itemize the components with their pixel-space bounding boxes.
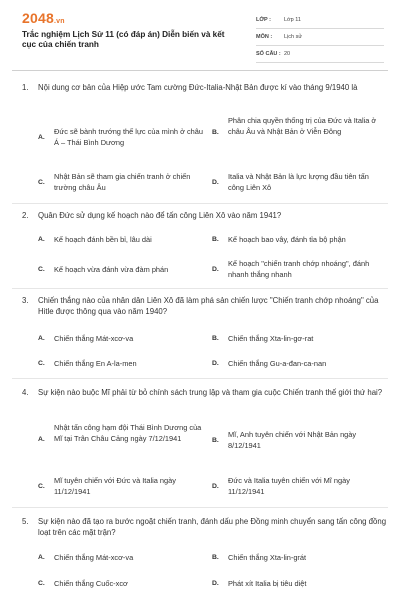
answer-option-a[interactable] [38,234,208,245]
logo-text: 2048 [22,10,54,26]
answer-option-d[interactable] [212,258,388,280]
option-text: Phân chia quyền thống trị của Đức và Italia ở châu Âu và Nhật Bản ở Viễn Đông [228,116,377,136]
option-letter: D. [212,360,219,367]
option-letter: A. [38,335,45,342]
answer-option-a[interactable] [38,126,208,148]
page-title: Trắc nghiệm Lịch Sử 11 (có đáp án) Diễn biến và kết cục của chiến tranh [22,30,225,49]
option-text: Kế hoạch vừa đánh vừa đàm phán [54,265,169,274]
question-text: Quân Đức sử dụng kế hoạch nào để tấn công Liên Xô vào năm 1941? [38,211,282,220]
question-divider [12,203,388,204]
option-text: Mĩ, Anh tuyên chiến với Nhật Bản ngày 8/12/1941 [228,430,357,450]
question-text: Chiến thắng nào của nhân dân Liên Xô đã làm phá sản chiến lược "Chiến tranh chớp nhoáng" của Hitle được thông qua vào năm 1940? [38,296,379,316]
option-letter: A. [38,236,45,243]
option-text: Kế hoạch đánh bền bỉ, lâu dài [54,235,152,244]
question-divider [12,507,388,508]
question-number: 3. [22,296,29,305]
answer-option-c[interactable] [38,358,208,369]
meta-value: Lớp 11 [284,17,301,23]
quiz-meta [256,14,384,65]
answer-option-c[interactable] [38,578,208,589]
meta-count [256,48,384,63]
answer-option-a[interactable] [38,422,208,455]
option-letter: C. [38,580,45,587]
answer-option-d[interactable] [212,358,388,369]
answer-option-a[interactable] [38,333,208,344]
option-letter: C. [38,179,45,186]
answer-option-b[interactable] [212,429,388,451]
question-number: 4. [22,388,29,397]
meta-subject [256,31,384,46]
option-letter: A. [38,436,45,443]
option-letter: B. [212,129,219,136]
option-text: Kế hoạch bao vây, đánh tỉa bộ phận [228,235,346,244]
page-header [0,0,400,62]
option-letter: B. [212,437,219,444]
option-text: Mĩ tuyên chiến với Đức và Italia ngày 11/12/1941 [54,476,176,496]
meta-value: Lịch sử [284,34,303,40]
option-letter: C. [38,266,45,273]
question-text: Nội dung cơ bản của Hiệp ước Tam cường Đức-Italia-Nhật Bản được kí vào tháng 9/1940 là [38,83,358,92]
option-text: Chiến thắng En A-la-men [54,359,137,368]
meta-label: MÔN : [256,34,273,40]
answer-option-c[interactable] [38,475,208,497]
option-letter: B. [212,335,219,342]
answer-option-d[interactable] [212,475,388,497]
option-letter: B. [212,554,219,561]
option-text: Italia và Nhật Bản là lực lượng đầu tiên tấn công Liên Xô [228,172,369,192]
option-letter: D. [212,580,219,587]
option-letter: A. [38,554,45,561]
meta-label: SỐ CÂU : [256,51,281,57]
answer-option-b[interactable] [212,552,388,563]
answer-option-d[interactable] [212,578,388,589]
option-text: Đức và Italia tuyên chiến với Mĩ ngày 11/12/1941 [228,476,350,496]
option-letter: C. [38,483,45,490]
answer-option-d[interactable] [212,171,388,193]
option-text: Chiến thắng Mát-xcơ-va [54,553,134,562]
question-number: 2. [22,211,29,220]
option-text: Chiến thắng Gu-a-đan-ca-nan [228,359,327,368]
answer-option-b[interactable] [212,234,388,245]
question-number: 5. [22,517,29,526]
option-letter: D. [212,266,219,273]
answer-option-a[interactable] [38,552,208,563]
option-text: Chiến thắng Cuốc-xcơ [54,579,128,588]
question-number: 1. [22,83,29,92]
question-text: Sự kiện nào đã tạo ra bước ngoặt chiến tranh, đánh dấu phe Đồng minh chuyển sang tấn công đồng loạt trên các mặt trận? [38,517,387,537]
question-text: Sự kiện nào buộc Mĩ phải từ bỏ chính sách trung lập và tham gia cuộc Chiến tranh thế giới thứ hai? [38,388,383,397]
option-text: Phát xít Italia bị tiêu diệt [228,579,307,588]
option-letter: D. [212,483,219,490]
option-text: Đức sẽ bành trướng thế lực của mình ở châu Á – Thái Bình Dương [54,127,204,147]
option-letter: C. [38,360,45,367]
option-letter: D. [212,179,219,186]
answer-option-c[interactable] [38,264,208,275]
answer-option-c[interactable] [38,171,208,193]
option-text: Chiến thắng Xta-lin-grát [228,553,307,562]
option-letter: B. [212,236,219,243]
option-text: Kế hoạch "chiến tranh chớp nhoáng", đánh nhanh thắng nhanh [228,259,370,279]
question-divider [12,288,388,289]
option-letter: A. [38,134,45,141]
meta-class [256,14,384,29]
option-text: Nhật Bản sẽ tham gia chiến tranh ở chiến trường châu Âu [54,172,191,192]
site-logo[interactable] [22,10,65,26]
question-divider [12,378,388,379]
answer-option-b[interactable] [212,115,388,148]
meta-label: LỚP : [256,17,271,23]
option-text: Chiến thắng Mát-xcơ-va [54,334,134,343]
option-text: Nhật tấn công hạm đội Thái Bình Dương của Mĩ tại Trân Châu Cảng ngày 7/12/1941 [54,423,202,443]
logo-suffix: .vn [53,18,65,25]
option-text: Chiến thắng Xta-lin-gơ-rat [228,334,314,343]
answer-option-b[interactable] [212,333,388,344]
header-divider [12,70,388,71]
meta-value: 20 [284,51,291,57]
